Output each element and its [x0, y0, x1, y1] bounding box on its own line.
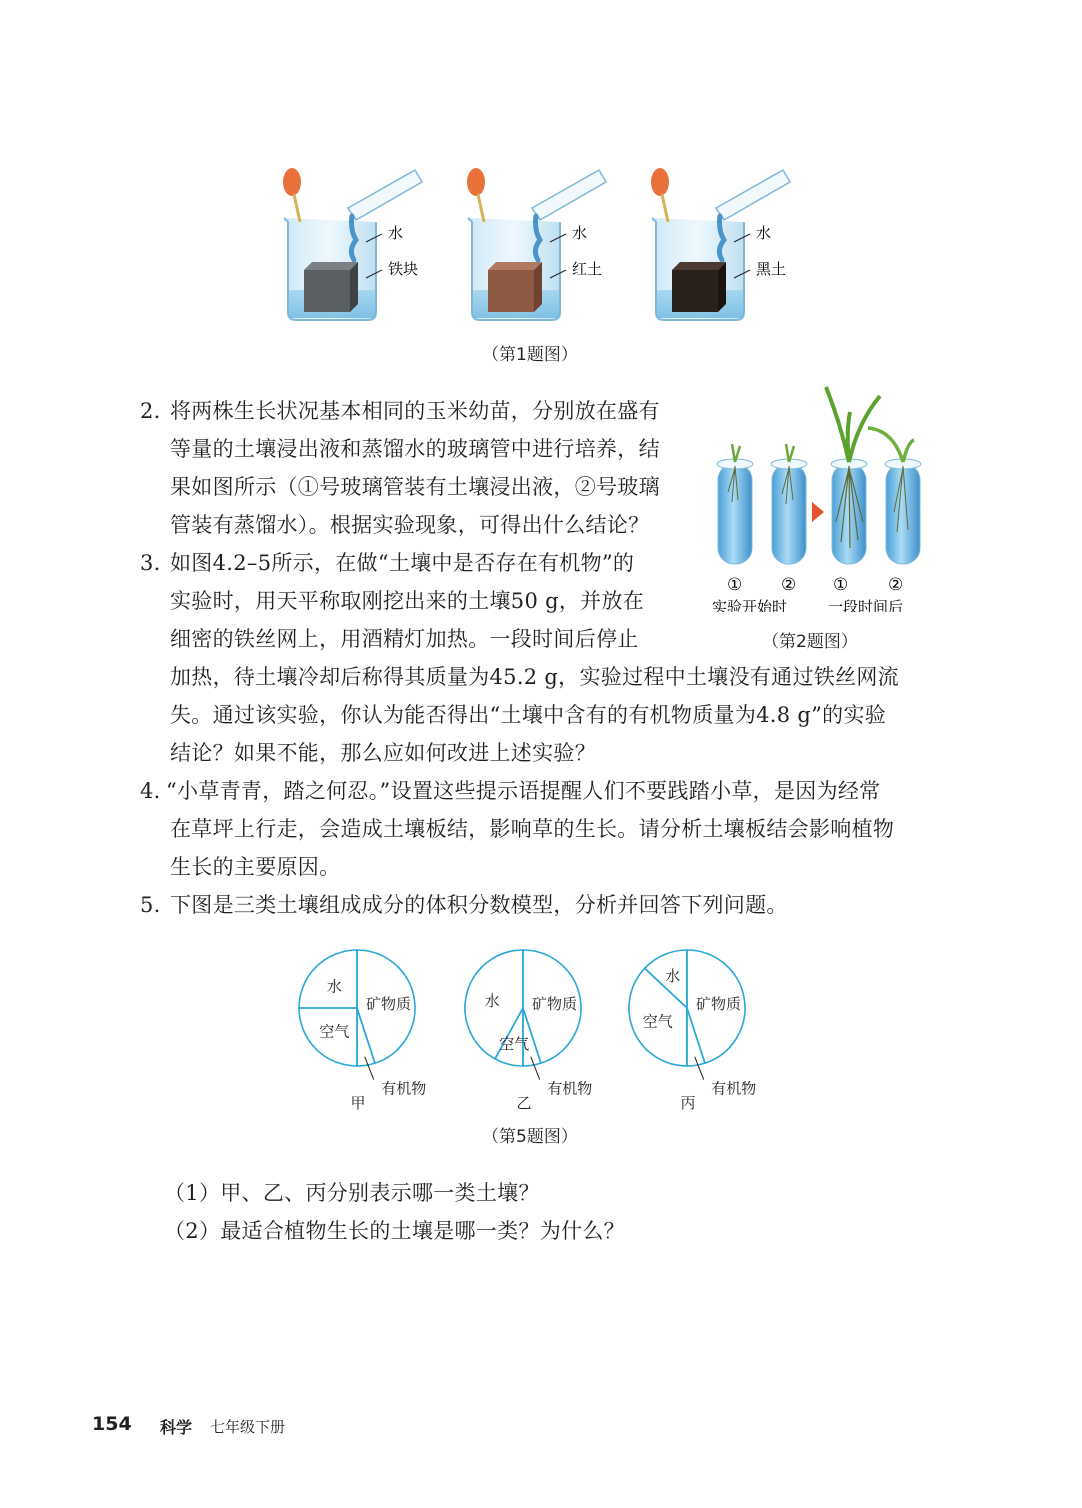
organic-leader-line — [695, 1057, 704, 1080]
iron-block — [304, 262, 358, 312]
pie-label: 有机物 — [381, 1079, 427, 1098]
tube-label: ② — [888, 575, 904, 595]
dropper-2 — [467, 168, 485, 222]
pie-label: 矿物质 — [365, 995, 412, 1013]
footer-grade: 七年级下册 — [210, 1418, 286, 1436]
pie-label: 矿物质 — [695, 995, 742, 1013]
question-3-number: 3. — [140, 551, 161, 575]
question-4-number: 4. — [140, 779, 161, 803]
figure-1-illustration — [270, 160, 830, 330]
pie-label: 水 — [665, 967, 681, 985]
question-2-line: 果如图所示（①号玻璃管装有土壤浸出液，②号玻璃 — [170, 475, 660, 499]
question-3-line: 加热，待土壤冷却后称得其质量为45.2 g，实验过程中土壤没有通过铁丝网流 — [170, 665, 899, 689]
pie-label: 水 — [484, 992, 500, 1011]
arrow-icon — [812, 502, 824, 522]
pie-name: 甲 — [350, 1094, 366, 1112]
pie-label: 有机物 — [547, 1079, 593, 1098]
question-2-line: 将两株生长状况基本相同的玉米幼苗，分别放在盛有 — [170, 399, 660, 423]
figure-2-caption: （第2题图） — [762, 632, 858, 652]
question-5-number: 5. — [140, 893, 161, 917]
pie-name: 乙 — [516, 1094, 532, 1112]
material-label-1: 铁块 — [388, 260, 419, 278]
water-label-3: 水 — [756, 224, 772, 242]
figure-1 — [270, 160, 830, 330]
tube-2-after — [868, 428, 921, 564]
dropper-1 — [283, 168, 301, 222]
question-3-line: 如图4.2–5所示，在做“土壤中是否存在有机物”的 — [170, 551, 635, 575]
beaker-black-soil — [651, 168, 790, 320]
question-3-line: 失。通过该实验，你认为能否得出“土壤中含有的有机物质量为4.8 g”的实验 — [170, 703, 887, 727]
question-2-number: 2. — [140, 399, 161, 423]
pie-label: 矿物质 — [531, 995, 578, 1013]
beaker-iron — [283, 168, 422, 320]
pie-chart-3 — [629, 950, 756, 1112]
question-5-text: 下图是三类土壤组成成分的体积分数模型，分析并回答下列问题。 — [170, 893, 788, 917]
pie-slice-有机物 — [687, 1008, 705, 1066]
pie-chart-1 — [299, 950, 426, 1112]
question-4-line: 在草坪上行走，会造成土壤板结，影响草的生长。请分析土壤板结会影响植物 — [170, 817, 895, 841]
figure-1-caption: （第1题图） — [482, 345, 578, 365]
material-label-2: 红土 — [572, 260, 603, 278]
question-3-line: 结论？如果不能，那么应如何改进上述实验？ — [170, 741, 596, 765]
question-4-line: “小草青青，踏之何忍。”设置这些提示语提醒人们不要践踏小草，是因为经常 — [166, 779, 881, 803]
pie-label: 空气 — [319, 1022, 350, 1041]
pie-chart-2 — [465, 950, 592, 1112]
pie-label: 空气 — [642, 1012, 673, 1031]
dropper-3 — [651, 168, 669, 222]
pie-label: 水 — [326, 977, 342, 996]
tube-label: ② — [781, 575, 797, 595]
figure-2 — [708, 382, 936, 612]
tube-label: ① — [727, 575, 743, 595]
figure-5-caption: （第5题图） — [482, 1127, 578, 1147]
water-label-2: 水 — [572, 224, 588, 242]
question-3-line: 细密的铁丝网上，用酒精灯加热。一段时间后停止 — [170, 627, 639, 651]
group-label-start: 实验开始时 — [712, 598, 788, 612]
question-4-line: 生长的主要原因。 — [170, 855, 341, 879]
pie-name: 丙 — [680, 1094, 696, 1112]
pie-slice-有机物 — [357, 1008, 375, 1066]
figure-5 — [285, 948, 775, 1118]
footer-subject: 科学 — [160, 1418, 193, 1437]
question-3-line: 实验时，用天平称取刚挖出来的土壤50 g，并放在 — [170, 589, 645, 613]
question-5-sub-2: （2）最适合植物生长的土壤是哪一类？为什么？ — [164, 1219, 625, 1243]
tube-label: ① — [833, 575, 849, 595]
organic-leader-line — [365, 1057, 374, 1080]
red-soil-block — [488, 262, 542, 312]
tube-1-start — [717, 444, 753, 564]
black-soil-block — [672, 262, 726, 312]
organic-leader-line — [531, 1057, 540, 1080]
figure-5-charts — [285, 948, 775, 1118]
question-5-sub-1: （1）甲、乙、丙分别表示哪一类土壤？ — [164, 1181, 540, 1205]
pie-label: 有机物 — [711, 1079, 757, 1098]
question-2-line: 等量的土壤浸出液和蒸馏水的玻璃管中进行培养，结 — [170, 437, 660, 461]
group-label-after: 一段时间后 — [828, 598, 904, 612]
material-label-3: 黑土 — [756, 260, 787, 278]
pie-label: 空气 — [499, 1034, 530, 1053]
water-label-1: 水 — [388, 224, 404, 242]
tube-2-start — [771, 444, 807, 564]
question-2-line: 管装有蒸馏水）。根据实验现象，可得出什么结论？ — [170, 513, 650, 537]
page-number: 154 — [92, 1413, 132, 1435]
figure-2-illustration — [708, 382, 936, 612]
tube-1-after — [826, 387, 880, 564]
beaker-red-soil — [467, 168, 606, 320]
